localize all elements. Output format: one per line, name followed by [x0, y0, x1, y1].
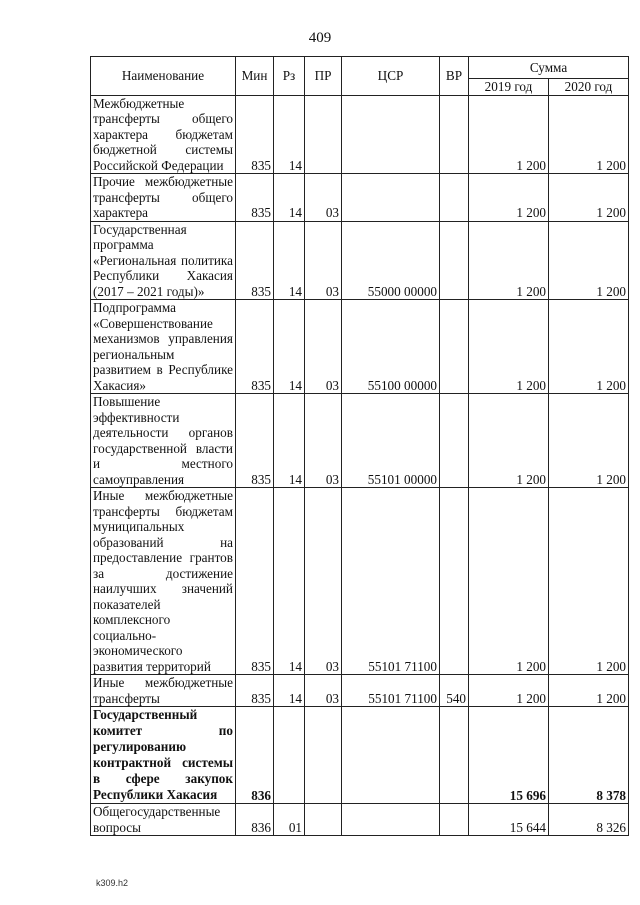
row-2019: 1 200	[469, 300, 549, 394]
row-min: 836	[236, 707, 274, 804]
row-csr: 55101 71100	[342, 488, 440, 675]
header-row	[91, 57, 629, 79]
row-rz: 14	[274, 675, 305, 707]
header-rz: Рз	[274, 57, 305, 96]
row-csr: 55000 00000	[342, 221, 440, 300]
row-name: Государственная программа «Региональная политика Республики Хакасия (2017 – 2021 годы)»	[91, 221, 236, 300]
table-row	[91, 300, 629, 394]
row-pr: 03	[305, 488, 342, 675]
table-body	[91, 95, 629, 836]
row-vr	[440, 707, 469, 804]
row-2019: 1 200	[469, 394, 549, 488]
table-row	[91, 675, 629, 707]
header-year-2019: 2019 год	[469, 79, 549, 96]
header-csr: ЦСР	[342, 57, 440, 96]
row-vr	[440, 804, 469, 836]
row-vr: 540	[440, 675, 469, 707]
row-pr	[305, 707, 342, 804]
row-pr: 03	[305, 300, 342, 394]
table-row	[91, 488, 629, 675]
row-vr	[440, 174, 469, 222]
row-name: Межбюджетные трансферты общего характера бюджетам бюджетной системы Российской Федерации	[91, 95, 236, 174]
row-pr: 03	[305, 221, 342, 300]
row-csr: 55100 00000	[342, 300, 440, 394]
row-rz: 01	[274, 804, 305, 836]
row-name: Иные межбюджетные трансферты	[91, 675, 236, 707]
row-name: Иные межбюджетные трансферты бюджетам муниципальных образований на предоставление грантов за достижение наилучших значений показателей комплексного социально-экономического развития территорий	[91, 488, 236, 675]
row-pr: 03	[305, 675, 342, 707]
header-vr: ВР	[440, 57, 469, 96]
row-pr	[305, 804, 342, 836]
row-rz: 14	[274, 174, 305, 222]
row-csr: 55101 71100	[342, 675, 440, 707]
table-row	[91, 95, 629, 174]
header-sum: Сумма	[469, 57, 629, 79]
row-2020: 1 200	[549, 95, 629, 174]
row-pr: 03	[305, 174, 342, 222]
row-name: Общегосударственные вопросы	[91, 804, 236, 836]
row-2019: 1 200	[469, 95, 549, 174]
row-csr	[342, 95, 440, 174]
page-number: 409	[308, 30, 332, 46]
row-2019: 1 200	[469, 488, 549, 675]
row-csr	[342, 174, 440, 222]
table-row	[91, 221, 629, 300]
row-rz: 14	[274, 300, 305, 394]
row-2020: 1 200	[549, 221, 629, 300]
row-2019: 15 696	[469, 707, 549, 804]
row-name: Подпрограмма «Совершенствование механизмов управления региональным развитием в Республике Хакасия»	[91, 300, 236, 394]
row-min: 835	[236, 300, 274, 394]
row-2020: 1 200	[549, 394, 629, 488]
row-min: 835	[236, 95, 274, 174]
row-2020: 8 378	[549, 707, 629, 804]
row-2020: 1 200	[549, 488, 629, 675]
row-2019: 15 644	[469, 804, 549, 836]
row-2019: 1 200	[469, 675, 549, 707]
row-name: Государственный комитет по регулированию контрактной системы в сфере закупок Республики Хакасия	[91, 707, 236, 804]
row-rz: 14	[274, 488, 305, 675]
table-row	[91, 174, 629, 222]
row-rz: 14	[274, 95, 305, 174]
header-pr: ПР	[305, 57, 342, 96]
row-2020: 8 326	[549, 804, 629, 836]
row-csr	[342, 804, 440, 836]
row-min: 835	[236, 488, 274, 675]
row-rz	[274, 707, 305, 804]
row-name: Прочие межбюджетные трансферты общего характера	[91, 174, 236, 222]
row-2019: 1 200	[469, 174, 549, 222]
row-csr: 55101 00000	[342, 394, 440, 488]
row-2020: 1 200	[549, 300, 629, 394]
row-min: 835	[236, 174, 274, 222]
row-vr	[440, 488, 469, 675]
row-2020: 1 200	[549, 174, 629, 222]
table-row	[91, 804, 629, 836]
row-csr	[342, 707, 440, 804]
header-year-2020: 2020 год	[549, 79, 629, 96]
row-2020: 1 200	[549, 675, 629, 707]
header-name: Наименование	[91, 57, 236, 96]
header-min: Мин	[236, 57, 274, 96]
row-min: 835	[236, 221, 274, 300]
row-rz: 14	[274, 221, 305, 300]
budget-table	[90, 56, 629, 836]
row-vr	[440, 221, 469, 300]
row-2019: 1 200	[469, 221, 549, 300]
row-name: Повышение эффективности деятельности органов государственной власти и местного самоуправления	[91, 394, 236, 488]
row-vr	[440, 394, 469, 488]
row-min: 835	[236, 675, 274, 707]
row-rz: 14	[274, 394, 305, 488]
table-row	[91, 707, 629, 804]
row-min: 836	[236, 804, 274, 836]
row-vr	[440, 95, 469, 174]
row-pr	[305, 95, 342, 174]
row-min: 835	[236, 394, 274, 488]
footer-code: k309.h2	[96, 878, 129, 888]
row-pr: 03	[305, 394, 342, 488]
row-vr	[440, 300, 469, 394]
table-row	[91, 394, 629, 488]
